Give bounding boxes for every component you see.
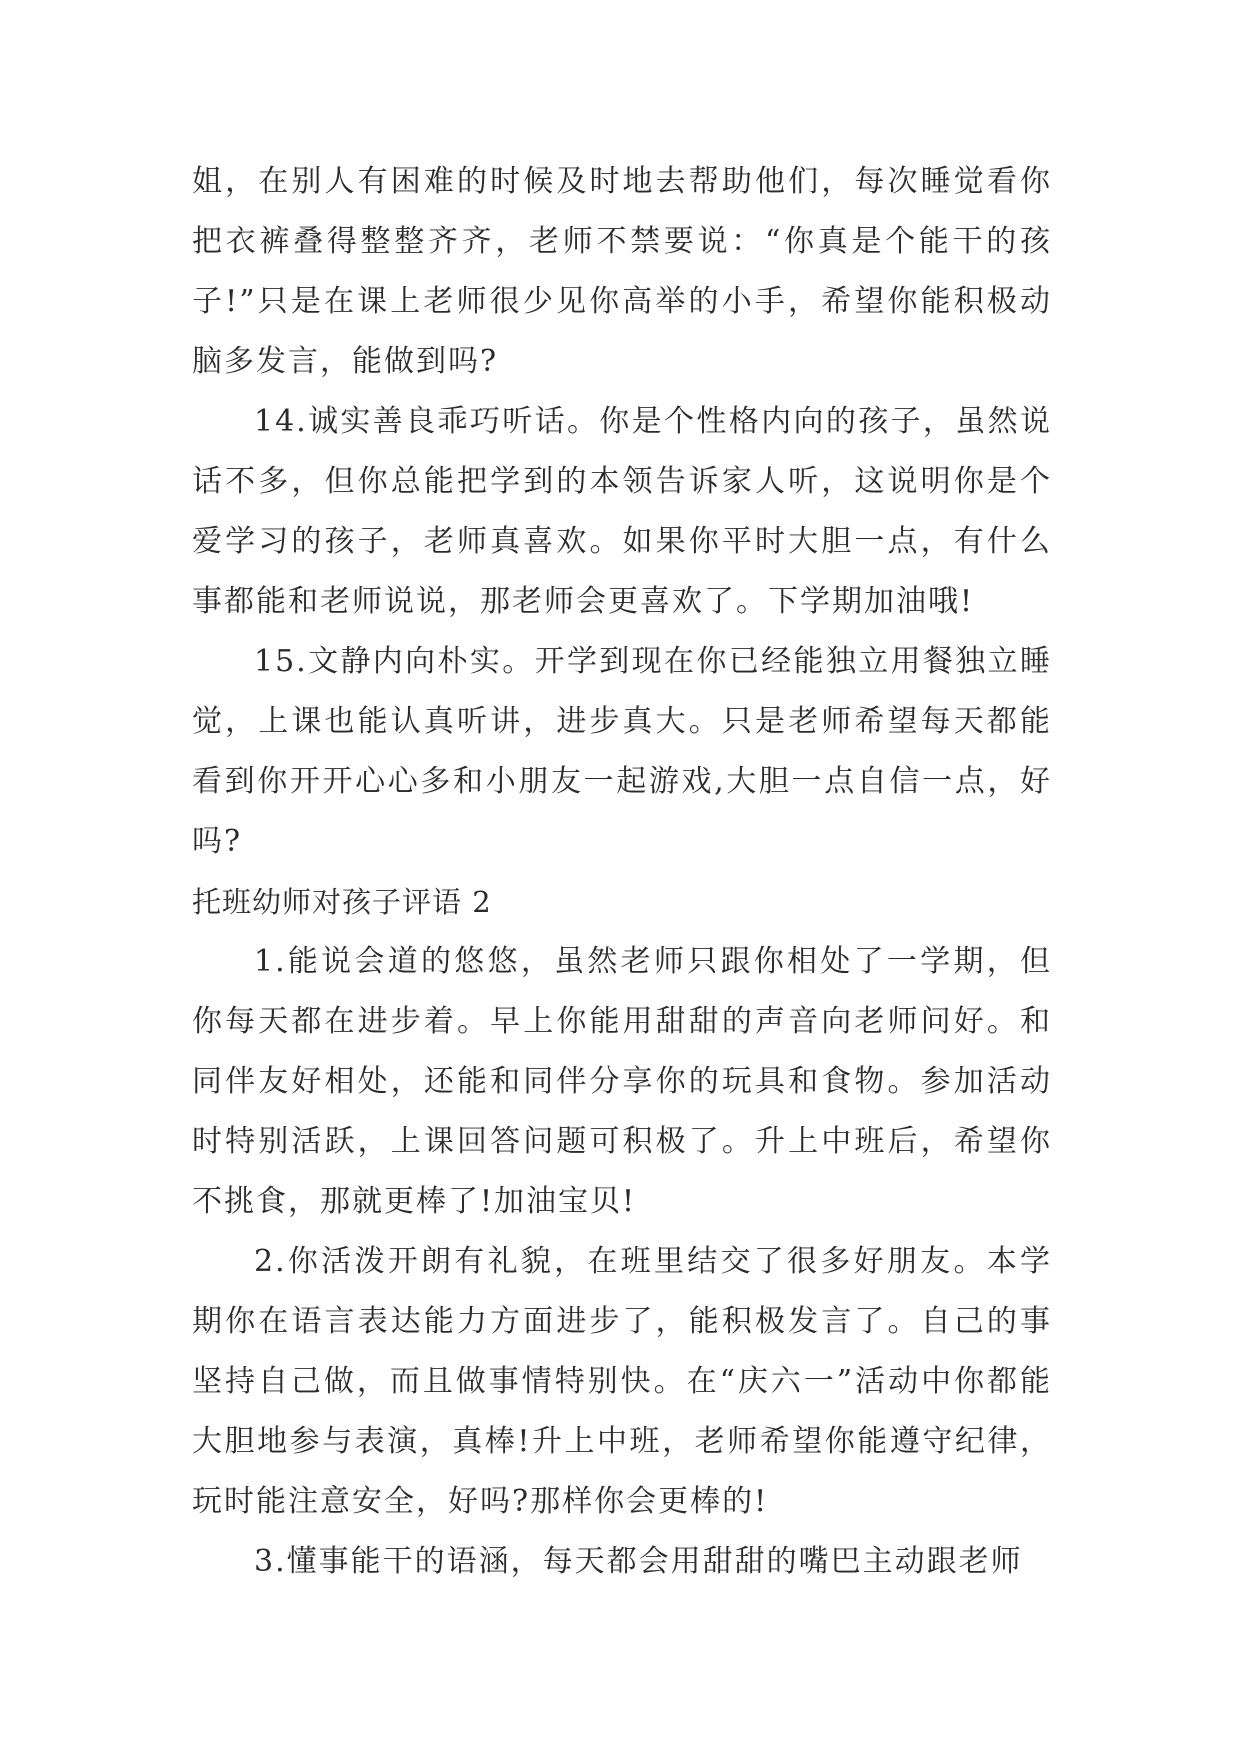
paragraph-comment-3: 3.懂事能干的语涵，每天都会用甜甜的嘴巴主动跟老师 <box>254 1544 1023 1579</box>
paragraph-comment-2: 2.你活泼开朗有礼貌，在班里结交了很多好朋友。本学期你在语言表达能力方面进步了，能积极发言了。自己的事坚持自己做，而且做事情特别快。在“庆六一”活动中你都能大胆地参与表演，真棒!升上中班，老师希望你能遵守纪律，玩时能注意安全，好吗?那样你会更棒的! <box>192 1244 1052 1519</box>
section-heading: 托班幼师对孩子评语 2 <box>192 885 492 919</box>
paragraph-comment-14: 14.诚实善良乖巧听话。你是个性格内向的孩子，虽然说话不多，但你总能把学到的本领告诉家人听，这说明你是个爱学习的孩子，老师真喜欢。如果你平时大胆一点，有什么事都能和老师说说，那老师会更喜欢了。下学期加油哦! <box>192 404 1052 619</box>
paragraph-comment-1: 1.能说会道的悠悠，虽然老师只跟你相处了一学期，但你每天都在进步着。早上你能用甜甜的声音向老师问好。和同伴友好相处，还能和同伴分享你的玩具和食物。参加活动时特别活跃，上课回答问题可积极了。升上中班后，希望你不挑食，那就更棒了!加油宝贝! <box>192 944 1052 1219</box>
paragraph-comment-15: 15.文静内向朴实。开学到现在你已经能独立用餐独立睡觉，上课也能认真听讲，进步真大。只是老师希望每天都能看到你开开心心多和小朋友一起游戏,大胆一点自信一点，好吗? <box>192 644 1052 859</box>
document-body <box>192 152 1052 1592</box>
paragraph-continued: 姐，在别人有困难的时候及时地去帮助他们，每次睡觉看你把衣裤叠得整整齐齐，老师不禁要说：“你真是个能干的孩子!”只是在课上老师很少见你高举的小手，希望你能积极动脑多发言，能做到吗? <box>192 164 1052 379</box>
